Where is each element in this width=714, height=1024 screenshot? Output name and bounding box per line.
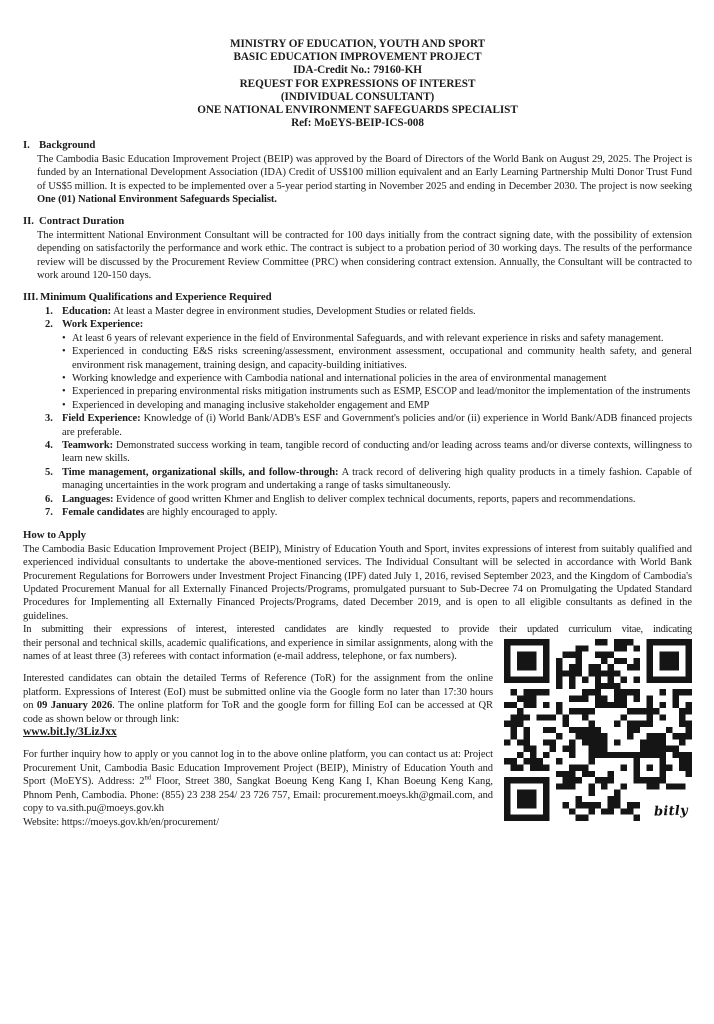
bullet-item <box>62 345 692 372</box>
item-text: Demonstrated success working in team, tangible record of conducting and/or leading across teams and/or diverse contexts, willingness to learn new skills. <box>62 439 692 465</box>
section-contract-body: The intermittent National Environment Consultant will be contracted for 100 days initially from the contract signing date, with the possibility of extension depending on satisfactorily the performance and work ethic. The contract is subject to a probation period of 30 working days. The results of the performance review will be discussed by the Procurement Review Committee (PRC) when considering contract extension. Annually, the Consultant will be contracted to work around 120-150 days. <box>37 229 692 282</box>
qr-code-image <box>504 639 692 821</box>
item-number: 4. <box>45 439 53 451</box>
how-to-apply-paragraph-1: The Cambodia Basic Education Improvement Project (BEIP), Ministry of Education Youth and Sport, invites expressions of interest from suitably qualified and experienced individual consultants to undertake the above-mentioned services. The Individual Consultant will be selected in accordance with World Bank Procurement Regulations for Borrowers under Investment Project Financing (IPF) dated July 1, 2016, revised September 2023, and the Kingdom of Cambodia's Updated Procurement Manual for all Externally Financed Projects/Programs, promulgated pursuant to Sub-Decree 74 on Promulgating the Updated Standard Procedures for Implementing all Externally Financed Projects/Programs, dated December 2019, and is open to all eligible consultants as defined in the guidelines. <box>23 543 692 622</box>
bullet-icon: • <box>62 386 66 398</box>
qualification-item-teamwork <box>45 439 692 466</box>
qualification-item-languages <box>45 493 692 506</box>
header-line-ref: Ref: MoEYS-BEIP-ICS-008 <box>291 117 424 130</box>
deadline-date: 09 January 2026 <box>36 700 113 712</box>
item-label: Female candidates <box>62 506 145 518</box>
how-to-apply-paragraph-2-line1: In submitting their expressions of interest, interested candidates are kindly requested to provide their updated curriculum vitae, indicating <box>23 624 692 636</box>
item-label: Teamwork: <box>62 439 114 451</box>
qualification-item-education <box>45 305 692 318</box>
header-line-position: ONE NATIONAL ENVIRONMENT SAFEGUARDS SPECIALIST <box>197 104 518 117</box>
header-line-project: BASIC EDUCATION IMPROVEMENT PROJECT <box>233 51 482 64</box>
item-text: Knowledge of (i) World Bank/ADB's ESF and Government's policies and/or (ii) experience in World Bank/ADB financed projects are preferable. <box>62 413 692 438</box>
header-line-credit-no: IDA-Credit No.: 79160-KH <box>293 64 422 77</box>
section-number: II. <box>23 215 34 228</box>
section-background-body <box>37 153 692 207</box>
item-label: Field Experience: <box>62 413 141 425</box>
bullet-text: Experienced in developing and managing inclusive stakeholder engagement and EMP <box>72 399 430 411</box>
bullet-icon: • <box>62 332 66 344</box>
section-title: Contract Duration <box>39 215 125 228</box>
body-text: The Cambodia Basic Education Improvement Project (BEIP) was approved by the Board of Directors of the World Bank on August 29, 2025. The Project is funded by an International Development Association (IDA) Credit of US$100 million equivalent and an Early Learning Partnership Multi Donor Trust Fund of US$5 million. It is expected to be implemented over a 5-year period starting in November 2025 and ending in December 2030. The project is now seeking <box>37 153 692 192</box>
body-text-bold: One (01) National Environment Safeguards Specialist. <box>37 194 277 206</box>
item-number: 5. <box>45 466 53 478</box>
bullet-text: Experienced in conducting E&S risks screening/assessment, environment assessment, occupational and community health safety, and general environment risk management, training design, and capacity-building initiatives. <box>72 346 692 371</box>
qualification-item-field-experience <box>45 412 692 439</box>
section-contract-heading <box>23 215 692 228</box>
section-number: I. <box>23 139 30 152</box>
item-number: 1. <box>45 305 53 317</box>
how-to-apply-heading: How to Apply <box>23 529 86 542</box>
body-text: For further inquiry how to apply or you cannot log in to the above online platform, you can contact us at: Project Procurement Unit, Cambodia Basic Education Improvement Project (BEIP), Ministry of Education Youth and Sport (MoEYS). Address: 2 <box>23 749 493 788</box>
qr-code <box>504 639 692 821</box>
section-background <box>23 139 692 206</box>
item-text: are highly encouraged to apply. <box>146 506 278 518</box>
bitly-link[interactable]: www.bit.ly/3LizJxx <box>23 726 117 739</box>
qualification-list <box>45 305 692 520</box>
bullet-item <box>62 399 692 412</box>
qualification-item-female-candidates <box>45 506 692 519</box>
ordinal-superscript: nd <box>144 774 152 782</box>
body-text: Interested candidates can obtain the detailed Terms of Reference (ToR) for the assignment from the online platform. Expressions of Interest (EoI) must be submitted online via the Google form no later than 17:30 hours on <box>23 673 493 712</box>
bullet-text: Experienced in preparing environmental risks mitigation instruments such as ESMP, ESCOP and lead/monitor the implementation of the instruments <box>72 386 691 398</box>
section-title: Minimum Qualifications and Experience Required <box>40 291 272 304</box>
bullet-text: Working knowledge and experience with Cambodia national and international policies in the area of environmental management <box>72 372 607 384</box>
how-to-apply-paragraph-2-rest: their personal and technical skills, academic qualifications, and experience in similar assignments, along with the names of at least three (3) referees with contact information (e-mail address, telephone, or fax numbers). <box>23 637 493 663</box>
item-label: Time management, organizational skills, and follow-through: <box>62 466 339 478</box>
website-line: Website: https://moeys.gov.kh/en/procurement/ <box>23 816 219 828</box>
section-qualifications <box>23 291 692 519</box>
bullet-icon: • <box>62 399 66 411</box>
section-qualifications-heading <box>23 291 692 304</box>
item-text: At least a Master degree in environment studies, Development Studies or related fields. <box>113 305 476 317</box>
section-background-heading <box>23 139 692 152</box>
item-label: Work Experience: <box>62 319 144 331</box>
section-title: Background <box>39 139 96 152</box>
item-number: 7. <box>45 506 53 518</box>
qualification-item-work-experience <box>45 318 692 412</box>
bullet-text: At least 6 years of relevant experience in the field of Environmental Safeguards, and with relevant experience in risks and safety management. <box>72 332 664 344</box>
item-number: 6. <box>45 493 53 505</box>
bullet-icon: • <box>62 372 66 384</box>
section-number: III. <box>23 291 39 304</box>
bullet-item <box>62 332 692 345</box>
bullet-item <box>62 385 692 398</box>
bullet-icon: • <box>62 346 66 358</box>
item-number: 3. <box>45 413 53 425</box>
header-line-ministry: MINISTRY OF EDUCATION, YOUTH AND SPORT <box>229 38 486 50</box>
document-header <box>23 38 692 130</box>
body-text: . The online platform for ToR and the google form for filling EoI can be accessed at QR code as shown below or through link: <box>23 700 493 725</box>
qr-flow-region <box>23 637 692 829</box>
section-contract-duration <box>23 215 692 282</box>
bullet-item <box>62 372 692 385</box>
item-text: Evidence of good written Khmer and English to deliver complex technical documents, reports, papers and recommendations. <box>116 493 636 505</box>
item-label: Education: <box>62 305 112 317</box>
body-text: Floor, Street 380, Sangkat Boeung Keng Kang I, Khan Boeung Keng Kang, Phnom Penh, Cambodia. Phone: (855) 23 238 254/ 23 726 757, Email: procurement.moeys.kh@gmail.com, and copy to va.sith.pu@moeys.gov.kh <box>23 776 494 815</box>
qualification-item-time-management <box>45 466 692 493</box>
item-label: Languages: <box>62 493 114 505</box>
bitly-logo: bitly <box>653 803 689 820</box>
item-text: A track record of delivering high quality products in a timely fashion. Capable of managing uncertainties in the work program and undertaking a range of tasks simultaneously. <box>62 466 692 492</box>
header-line-request: REQUEST FOR EXPRESSIONS OF INTEREST <box>239 77 476 90</box>
header-line-consultant: (INDIVIDUAL CONSULTANT) <box>280 90 435 103</box>
item-number: 2. <box>45 319 53 331</box>
